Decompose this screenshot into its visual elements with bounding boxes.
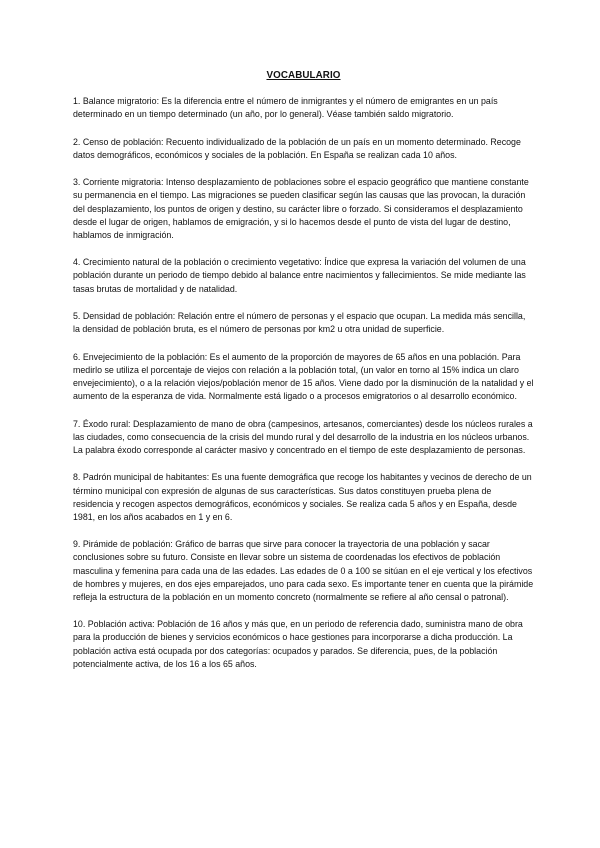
- vocabulary-entry-1: [73, 95, 534, 121]
- vocabulary-entry-9: [73, 538, 534, 603]
- entry-text: 5. Densidad de población: Relación entre el número de personas y el espacio que ocupan. La medida más sencilla, la densidad de población bruta, es el número de personas por km2 u otra unidad de superficie.: [73, 311, 526, 335]
- entry-text: 2. Censo de población: Recuento individualizado de la población de un país en un momento determinado. Recoge datos demográficos, económicos y sociales de la población. En España se realizan cada 10 años.: [73, 136, 521, 160]
- vocabulary-entry-4: [73, 256, 534, 295]
- entry-text: 10. Población activa: Población de 16 años y más que, en un periodo de referencia dado, suministra mano de obra para la producción de bienes y servicios económicos o hace gestiones para incorporarse a dicha producción. La población activa está ocupada por dos categorías: ocupados y parados. Se diferencia, pues, de la población potencialmente activa, de los 16 a los 65 años.: [73, 619, 523, 669]
- vocabulary-entry-2: [73, 136, 534, 162]
- entry-text: 9. Pirámide de población: Gráfico de barras que sirve para conocer la trayectoria de una población y sacar conclusiones sobre su futuro. Consiste en llevar sobre un sistema de coordenadas los efectivos de población masculina y femenina para cada una de las edades. Las edades de 0 a 100 se sitúan en el eje vertical y los efectivos de hombres y mujeres, en dos ejes emparejados, uno para cada sexo. Es importante tener en cuenta que la pirámide refleja la estructura de la población en un momento concreto (normalmente se refiere al año censal o patronal).: [73, 539, 534, 602]
- entry-text: 6. Envejecimiento de la población: Es el aumento de la proporción de mayores de 65 años en una población. Para medirlo se utiliza el porcentaje de viejos con relación a la población total, (un valor en torno al 15% indica un claro envejecimiento), o a la relación viejos/población menor de 15 años. Viene dado por la disminución de la natalidad y el aumento de la esperanza de vida. Normalmente está ligado o a procesos emigratorios o al desarrollo económico.: [73, 351, 534, 402]
- entry-text: 3. Corriente migratoria: Intenso desplazamiento de poblaciones sobre el espacio geográfico que mantiene constante su permanencia en el tiempo. Las migraciones se pueden clasificar según las causas que las provocan, la duración del desplazamiento, los puntos de origen y destino, su carácter libre o forzado. Si consideramos el desplazamiento desde el lugar de origen, hablamos de emigración, y si lo hacemos desde el punto de vista del lugar de destino, hablamos de inmigración.: [73, 177, 529, 240]
- entry-text: 7. Éxodo rural: Desplazamiento de mano de obra (campesinos, artesanos, comerciantes) desde los núcleos rurales a las ciudades, como consecuencia de la crisis del mundo rural y del desarrollo de la industria en los núcleos urbanos. La palabra éxodo corresponde al carácter masivo y concentrado en el tiempo de este desplazamiento de personas.: [73, 418, 533, 455]
- vocabulary-entry-8: [73, 471, 534, 523]
- vocabulary-entry-5: [73, 310, 534, 336]
- vocabulary-entry-3: [73, 176, 534, 241]
- entry-text: 1. Balance migratorio: Es la diferencia entre el número de inmigrantes y el número de emigrantes en un país determinado en un tiempo determinado (un año, por lo general). Véase también saldo migratorio.: [73, 96, 498, 120]
- vocabulary-entry-10: [73, 618, 534, 670]
- entry-text: 4. Crecimiento natural de la población o crecimiento vegetativo: Índice que expresa la variación del volumen de una población durante un periodo de tiempo debido al balance entre nacimientos y fallecimientos. Se mide mediante las tasas brutas de mortalidad y de natalidad.: [73, 257, 526, 294]
- vocabulary-entry-7: [73, 418, 534, 457]
- vocabulary-entry-6: [73, 351, 534, 403]
- entry-text: 8. Padrón municipal de habitantes: Es una fuente demográfica que recoge los habitantes y vecinos de derecho de un término municipal con expresión de algunas de sus características. Sus datos constituyen prueba plena de residencia y recogen aspectos demográficos, económicos y sociales. Se realiza cada 5 años y en España, desde 1981, en los años acabados en 1 y en 6.: [73, 472, 532, 522]
- document-title: VOCABULARIO: [266, 70, 341, 81]
